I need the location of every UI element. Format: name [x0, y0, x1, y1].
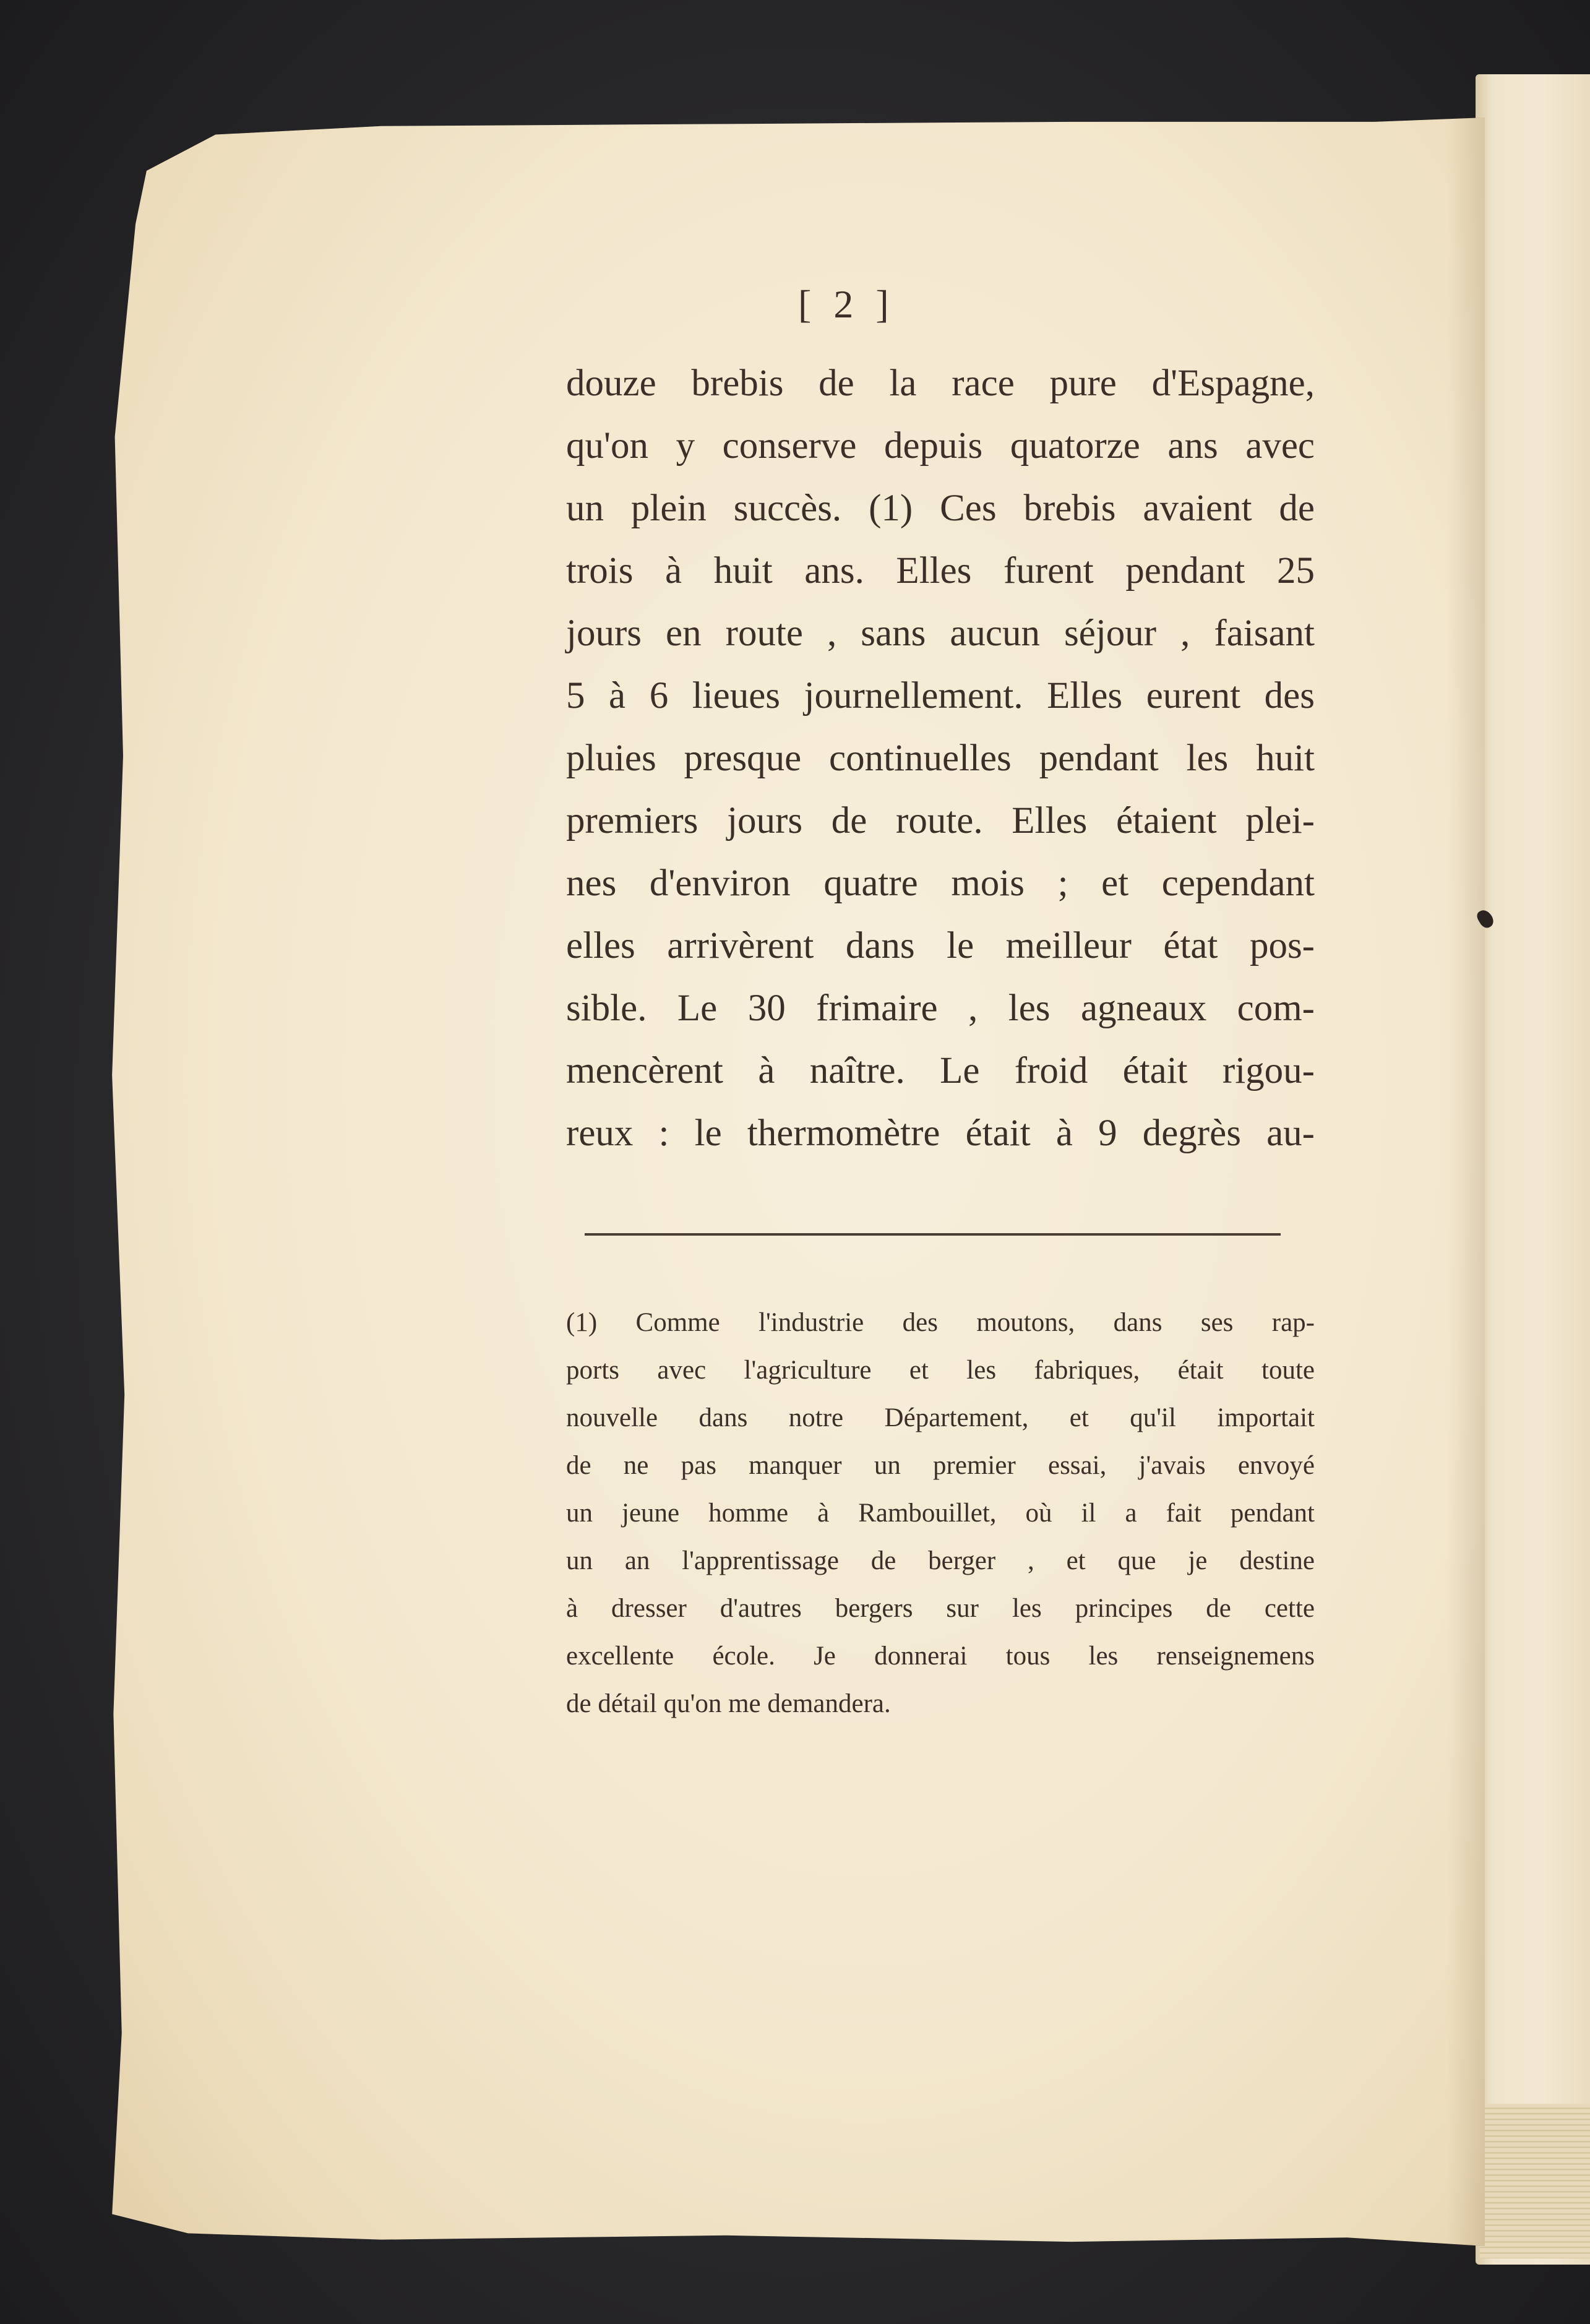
body-line: mencèrent à naître. Le froid était rigou-: [566, 1050, 1315, 1091]
body-line: 5 à 6 lieues journellement. Elles eurent des: [566, 675, 1315, 717]
adjacent-page-edge: [1476, 74, 1590, 2265]
footnote-line: à dresser d'autres bergers sur les principes de cette: [566, 1594, 1315, 1623]
body-line: elles arrivèrent dans le meilleur état pos-: [566, 925, 1315, 966]
page-number: [ 2 ]: [798, 282, 895, 326]
body-line: jours en route , sans aucun séjour , faisant: [566, 613, 1315, 654]
footnote-line: ports avec l'agriculture et les fabriques, était toute: [566, 1356, 1315, 1385]
body-line: sible. Le 30 frimaire , les agneaux com-: [566, 988, 1315, 1029]
page-gutter-shadow: [1448, 118, 1485, 2246]
body-line: douze brebis de la race pure d'Espagne,: [566, 363, 1315, 404]
body-line: qu'on y conserve depuis quatorze ans avec: [566, 425, 1315, 467]
body-line: nes d'environ quatre mois ; et cependant: [566, 863, 1315, 904]
footnote-line: (1) Comme l'industrie des moutons, dans ses rap-: [566, 1308, 1315, 1337]
body-line: trois à huit ans. Elles furent pendant 25: [566, 550, 1315, 592]
body-line: premiers jours de route. Elles étaient plei-: [566, 800, 1315, 841]
footnote-line: de détail qu'on me demandera.: [566, 1689, 891, 1718]
page-stack-edge: [1480, 2104, 1590, 2258]
body-line: un plein succès. (1) Ces brebis avaient de: [566, 488, 1315, 529]
footnote-line: nouvelle dans notre Département, et qu'il importait: [566, 1403, 1315, 1432]
footnote-line: un an l'apprentissage de berger , et que je destine: [566, 1546, 1315, 1575]
footnote-line: un jeune homme à Rambouillet, où il a fait pendant: [566, 1499, 1315, 1528]
footnote-line: excellente école. Je donnerai tous les renseignemens: [566, 1642, 1315, 1671]
footnote-separator-rule: [585, 1233, 1281, 1236]
footnote-line: de ne pas manquer un premier essai, j'avais envoyé: [566, 1451, 1315, 1480]
body-line: pluies presque continuelles pendant les huit: [566, 738, 1315, 779]
body-line: reux : le thermomètre était à 9 degrès au-: [566, 1113, 1315, 1154]
